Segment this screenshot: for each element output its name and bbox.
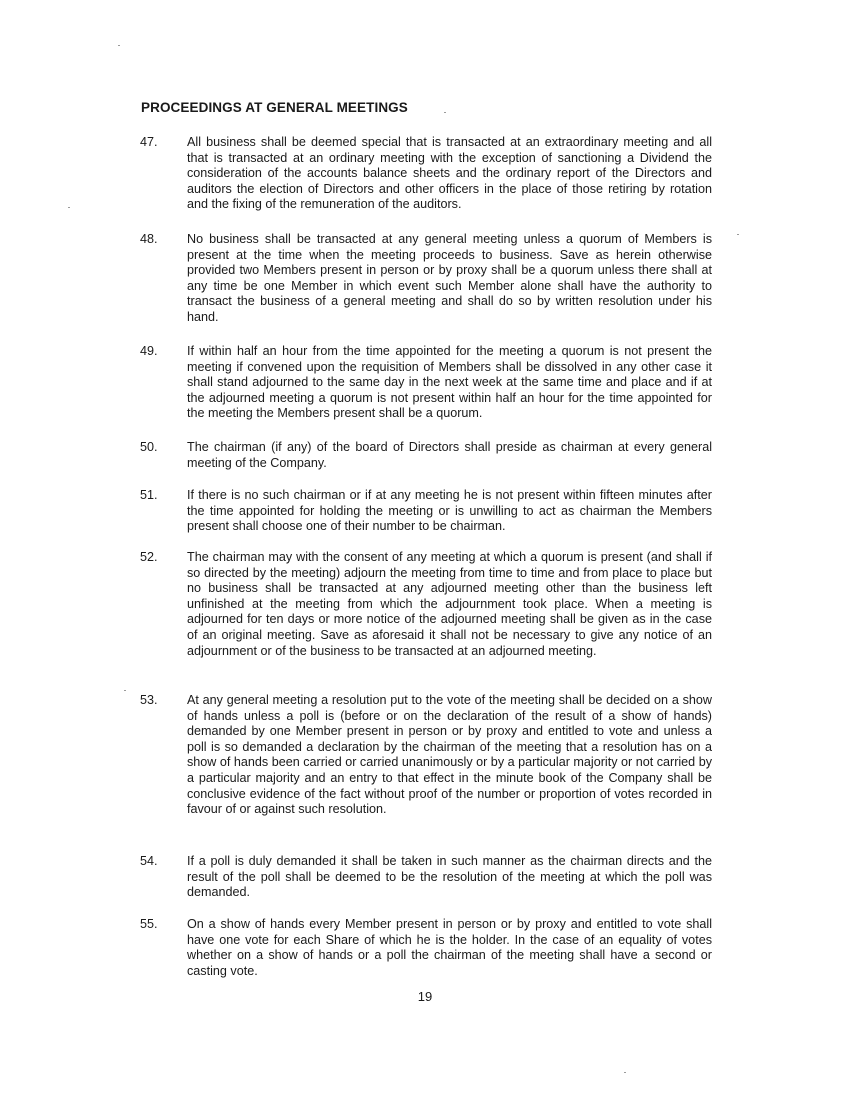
scan-speck [118,45,120,46]
clause-text: If within half an hour from the time appointed for the meeting a quorum is not present the meeting if convened upon the requisition of Members shall be dissolved in any other case it shall stand adjourned to the same day in the next week at the same time and place and if at the adjourned meeting a quorum is not present within half an hour for the time appointed for the meeting the Members present shall be a quorum. [187,344,712,421]
clause-53 [140,693,712,818]
scan-speck [444,112,446,113]
clause-number: 55. [140,917,158,931]
page-number: 19 [417,989,433,1004]
clause-number: 49. [140,344,158,358]
scan-speck [124,690,126,691]
clause-text: At any general meeting a resolution put to the vote of the meeting shall be decided on a show of hands unless a poll is (before or on the declaration of the result of a show of hands) demanded by one Member present in person or by proxy and entitled to vote and unless a poll is so demanded a declaration by the chairman of the meeting that a resolution has on a show of hands been carried or carried unanimously or by a particular majority or not carried by a particular majority and an entry to that effect in the minute book of the Company shall be conclusive evidence of the fact without proof of the number or proportion of votes recorded in favour of or against such resolution. [187,693,712,817]
clause-text: The chairman may with the consent of any meeting at which a quorum is present (and shall if so directed by the meeting) adjourn the meeting from time to time and from place to place but no business shall be transacted at any adjourned meeting other than the business left unfinished at the meeting from which the adjournment took place. When a meeting is adjourned for ten days or more notice of the adjourned meeting shall be given as in the case of an original meeting. Save as aforesaid it shall not be necessary to give any notice of an adjournment or of the business to be transacted at an adjourned meeting. [187,550,712,658]
clause-number: 52. [140,550,158,564]
clause-text: On a show of hands every Member present in person or by proxy and entitled to vote shall have one vote for each Share of which he is the holder. In the case of an equality of votes whether on a show of hands or a poll the chairman of the meeting shall have a second or casting vote. [187,917,712,978]
clause-55 [140,917,712,979]
clause-text: The chairman (if any) of the board of Directors shall preside as chairman at every general meeting of the Company. [187,440,712,470]
clause-54 [140,854,712,901]
clause-number: 51. [140,488,158,502]
clause-49 [140,344,712,422]
clause-text: If a poll is duly demanded it shall be taken in such manner as the chairman directs and the result of the poll shall be deemed to be the resolution of the meeting at which the poll was demanded. [187,854,712,900]
clause-text: All business shall be deemed special that is transacted at an extraordinary meeting and all that is transacted at an ordinary meeting with the exception of sanctioning a Dividend the consideration of the accounts balance sheets and the ordinary report of the Directors and auditors the election of Directors and other officers in the place of those retiring by rotation and the fixing of the remuneration of the auditors. [187,135,712,212]
scan-speck [68,207,70,208]
clause-number: 53. [140,693,158,707]
clause-52 [140,550,712,659]
clause-number: 47. [140,135,158,149]
clause-51 [140,488,712,535]
section-heading: PROCEEDINGS AT GENERAL MEETINGS [141,100,408,115]
clause-number: 48. [140,232,158,246]
clause-text: No business shall be transacted at any general meeting unless a quorum of Members is present at the time when the meeting proceeds to business. Save as herein otherwise provided two Members present in person or by proxy shall be a quorum unless there shall at any time be one Member in which event such Member alone shall have the authority to transact the business of a general meeting and shall do so by written resolution under his hand. [187,232,712,324]
clause-number: 54. [140,854,158,868]
clause-50 [140,440,712,471]
scan-speck [624,1072,626,1073]
clause-47 [140,135,712,213]
clause-48 [140,232,712,326]
clause-text: If there is no such chairman or if at any meeting he is not present within fifteen minutes after the time appointed for holding the meeting or is unwilling to act as chairman the Members present shall choose one of their number to be chairman. [187,488,712,534]
clause-number: 50. [140,440,158,454]
scan-speck [737,234,739,235]
